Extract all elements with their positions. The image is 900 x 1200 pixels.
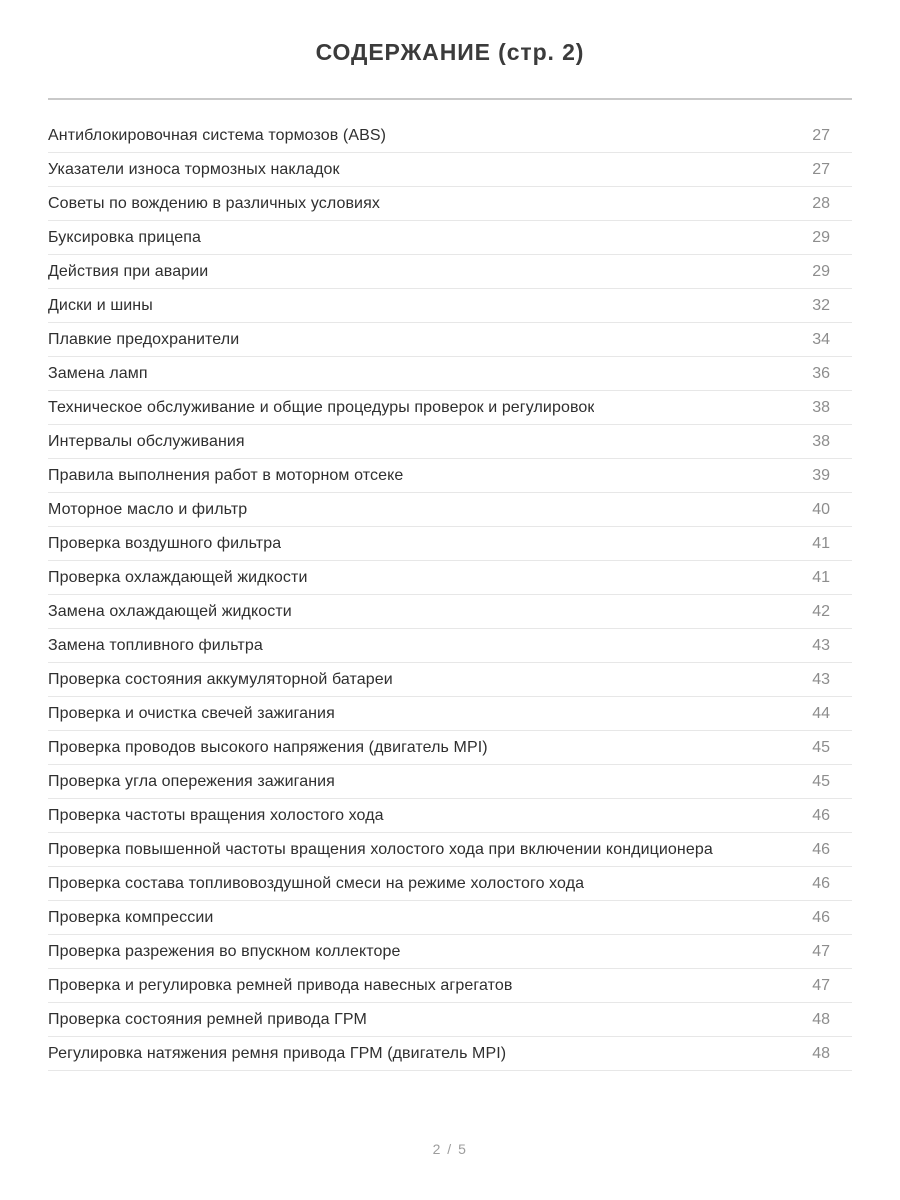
toc-entry-label: Проверка и регулировка ремней привода навесных агрегатов [48, 976, 513, 994]
toc-entry[interactable] [48, 765, 852, 799]
toc-entry-page: 44 [812, 704, 830, 722]
toc-entry[interactable] [48, 833, 852, 867]
toc-entry[interactable] [48, 595, 852, 629]
toc-entry-label: Действия при аварии [48, 262, 209, 280]
toc-entry[interactable] [48, 323, 852, 357]
toc-entry[interactable] [48, 255, 852, 289]
toc-entry-label: Проверка охлаждающей жидкости [48, 568, 308, 586]
toc-entry-label: Проверка проводов высокого напряжения (двигатель MPI) [48, 738, 488, 756]
toc-entry[interactable] [48, 1003, 852, 1037]
toc-entry-page: 34 [812, 330, 830, 348]
toc-entry[interactable] [48, 1037, 852, 1071]
toc-entry-page: 43 [812, 636, 830, 654]
toc-entry-page: 42 [812, 602, 830, 620]
toc-entry-page: 47 [812, 976, 830, 994]
toc-entry[interactable] [48, 527, 852, 561]
toc-entry-page: 46 [812, 806, 830, 824]
toc-entry-page: 27 [812, 160, 830, 178]
toc-entry[interactable] [48, 119, 852, 153]
toc-entry-label: Проверка и очистка свечей зажигания [48, 704, 335, 722]
toc-entry-page: 29 [812, 262, 830, 280]
toc-entry[interactable] [48, 561, 852, 595]
toc-entry-label: Замена ламп [48, 364, 148, 382]
toc-entry-label: Антиблокировочная система тормозов (ABS) [48, 126, 387, 144]
header-divider [48, 98, 852, 100]
toc-entry-page: 47 [812, 942, 830, 960]
toc-entry-label: Проверка состояния ремней привода ГРМ [48, 1010, 367, 1028]
toc-entry-page: 46 [812, 908, 830, 926]
toc-entry-label: Буксировка прицепа [48, 228, 202, 246]
toc-entry-page: 46 [812, 874, 830, 892]
toc-entry[interactable] [48, 731, 852, 765]
toc-entry[interactable] [48, 697, 852, 731]
toc-entry-label: Проверка угла опережения зажигания [48, 772, 335, 790]
toc-entry[interactable] [48, 221, 852, 255]
toc-entry-page: 46 [812, 840, 830, 858]
toc-entry-page: 41 [812, 568, 830, 586]
toc-entry-page: 32 [812, 296, 830, 314]
toc-entry-label: Проверка частоты вращения холостого хода [48, 806, 384, 824]
toc-entry-page: 36 [812, 364, 830, 382]
toc-entry-page: 40 [812, 500, 830, 518]
toc-entry-label: Регулировка натяжения ремня привода ГРМ (двигатель MPI) [48, 1044, 507, 1062]
toc-entry-label: Проверка повышенной частоты вращения холостого хода при включении кондиционера [48, 840, 713, 858]
toc-entry-page: 38 [812, 398, 830, 416]
toc-entry[interactable] [48, 391, 852, 425]
toc-entry-page: 48 [812, 1044, 830, 1062]
toc-entry-label: Замена топливного фильтра [48, 636, 263, 654]
toc-entry-label: Замена охлаждающей жидкости [48, 602, 292, 620]
toc-entry-page: 41 [812, 534, 830, 552]
toc-entry-page: 48 [812, 1010, 830, 1028]
toc-entry[interactable] [48, 493, 852, 527]
toc-entry-page: 38 [812, 432, 830, 450]
toc-entry[interactable] [48, 901, 852, 935]
toc-entry-page: 27 [812, 126, 830, 144]
toc-list [48, 119, 852, 1071]
toc-entry[interactable] [48, 935, 852, 969]
toc-entry[interactable] [48, 663, 852, 697]
toc-entry[interactable] [48, 153, 852, 187]
toc-entry[interactable] [48, 867, 852, 901]
toc-entry-label: Техническое обслуживание и общие процедуры проверок и регулировок [48, 398, 595, 416]
toc-entry[interactable] [48, 459, 852, 493]
toc-entry-label: Проверка разрежения во впускном коллекторе [48, 942, 401, 960]
page-title: СОДЕРЖАНИЕ (стр. 2) [315, 39, 585, 65]
toc-entry-page: 45 [812, 738, 830, 756]
toc-entry-label: Советы по вождению в различных условиях [48, 194, 380, 212]
toc-entry-label: Проверка компрессии [48, 908, 214, 926]
toc-entry-label: Диски и шины [48, 296, 153, 314]
toc-entry[interactable] [48, 629, 852, 663]
toc-entry[interactable] [48, 799, 852, 833]
toc-entry-label: Проверка состояния аккумуляторной батареи [48, 670, 393, 688]
toc-entry-label: Интервалы обслуживания [48, 432, 245, 450]
page-indicator: 2 / 5 [432, 1141, 468, 1157]
toc-entry[interactable] [48, 425, 852, 459]
toc-entry-label: Моторное масло и фильтр [48, 500, 248, 518]
toc-entry-label: Проверка воздушного фильтра [48, 534, 282, 552]
toc-entry-label: Плавкие предохранители [48, 330, 240, 348]
toc-entry-label: Указатели износа тормозных накладок [48, 160, 340, 178]
toc-entry-page: 39 [812, 466, 830, 484]
toc-entry-page: 28 [812, 194, 830, 212]
toc-entry-page: 29 [812, 228, 830, 246]
toc-entry[interactable] [48, 969, 852, 1003]
toc-entry[interactable] [48, 289, 852, 323]
toc-entry-label: Правила выполнения работ в моторном отсеке [48, 466, 404, 484]
toc-entry-page: 43 [812, 670, 830, 688]
toc-entry-label: Проверка состава топливовоздушной смеси на режиме холостого хода [48, 874, 585, 892]
toc-entry[interactable] [48, 357, 852, 391]
toc-entry-page: 45 [812, 772, 830, 790]
toc-entry[interactable] [48, 187, 852, 221]
